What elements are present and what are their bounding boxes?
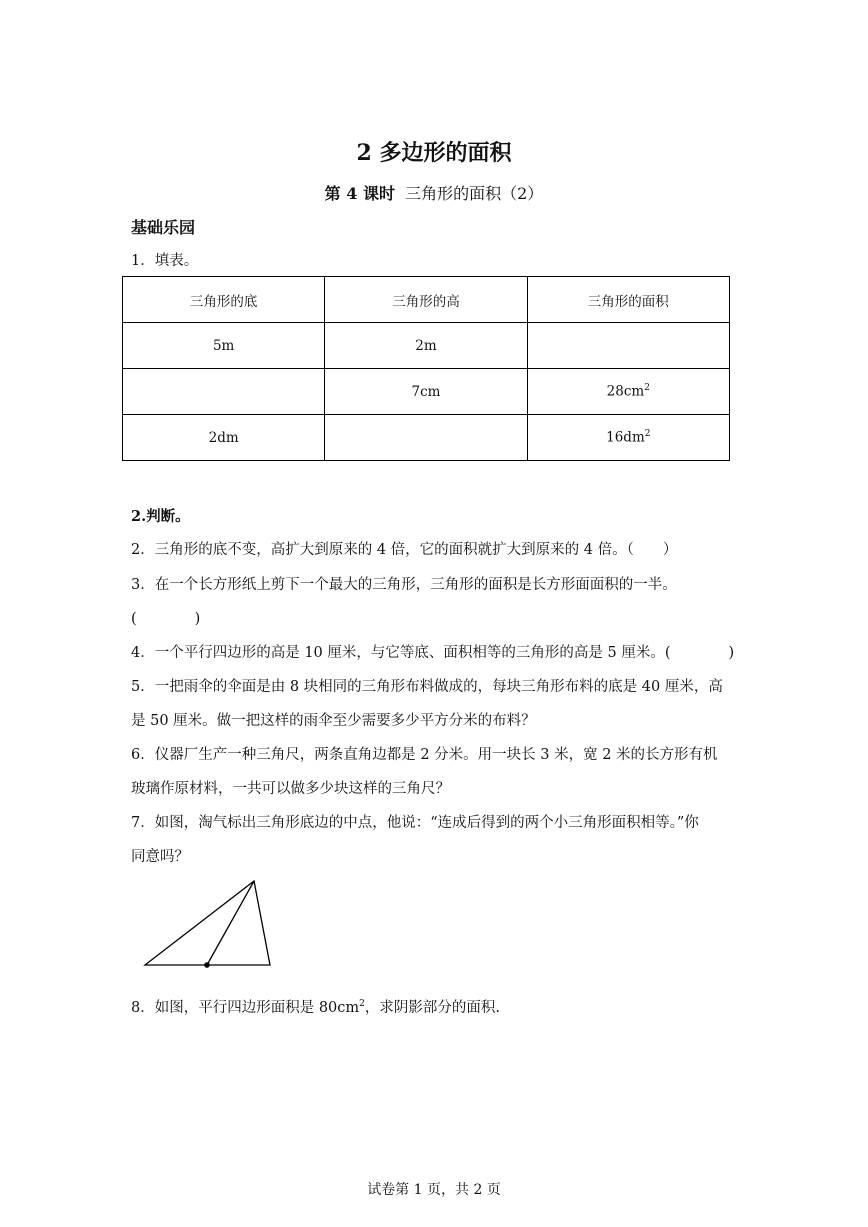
midpoint-segment xyxy=(207,881,254,965)
question-3: 3．在一个长方形纸上剪下一个最大的三角形，三角形的面积是长方形面面积的一半。 xyxy=(131,577,677,593)
header-height: 三角形的高 xyxy=(325,277,527,323)
table-row xyxy=(123,415,730,461)
cell-height[interactable] xyxy=(325,415,527,461)
question-4: 4．一个平行四边形的高是 10 厘米，与它等底、面积相等的三角形的高是 5 厘米。( ) xyxy=(131,645,735,661)
question-3-answer-blank[interactable]: ( ) xyxy=(131,611,201,627)
table-row xyxy=(123,323,730,369)
triangle-outline xyxy=(145,881,270,965)
cell-base[interactable]: 2dm xyxy=(123,415,325,461)
cell-area[interactable]: $28cm^2$ xyxy=(527,369,729,415)
cell-base[interactable]: 5m xyxy=(123,323,325,369)
judge-title: 2.判断。 xyxy=(131,508,190,525)
question-5: 5．一把雨伞的伞面是由 8 块相同的三角形布料做成的，每块三角形布料的底是 40 厘米，高 xyxy=(131,679,723,695)
table-row xyxy=(123,369,730,415)
cell-area[interactable]: $16dm^2$ xyxy=(527,415,729,461)
cell-area[interactable] xyxy=(527,323,729,369)
cell-height[interactable]: 7cm xyxy=(325,369,527,415)
section-title: 基础乐园 xyxy=(131,218,196,237)
fill-in-table xyxy=(122,276,730,461)
question-7-continued: 同意吗？ xyxy=(131,849,189,865)
question-1: 1．填表。 xyxy=(131,253,199,269)
question-6-continued: 玻璃作原材料，一共可以做多少块这样的三角尺？ xyxy=(131,781,450,797)
question-7: 7．如图，淘气标出三角形底边的中点，他说：“连成后得到的两个小三角形面积相等。”你 xyxy=(131,815,699,831)
midpoint-dot xyxy=(204,962,210,968)
triangle-figure xyxy=(138,875,278,975)
lesson-subtitle xyxy=(0,181,868,204)
question-2: 2．三角形的底不变，高扩大到原来的 4 倍，它的面积就扩大到原来的 4 倍。（ ） xyxy=(131,542,678,558)
table-header-row xyxy=(123,277,730,323)
page-footer: 试卷第 1 页，共 2 页 xyxy=(367,1182,501,1198)
page-title: 2 多边形的面积 xyxy=(356,140,512,166)
cell-base[interactable] xyxy=(123,369,325,415)
lesson-number: 第 4 课时 xyxy=(324,184,395,203)
question-5-continued: 是 50 厘米。做一把这样的雨伞至少需要多少平方分米的布料？ xyxy=(131,713,536,729)
question-8: 8．如图，平行四边形面积是 $80cm^2$，求阴影部分的面积. xyxy=(131,999,500,1016)
question-6: 6．仪器厂生产一种三角尺，两条直角边都是 2 分米。用一块长 3 米，宽 2 米的长方形有机 xyxy=(131,747,718,763)
cell-height[interactable]: 2m xyxy=(325,323,527,369)
lesson-topic: 三角形的面积（2） xyxy=(405,184,544,203)
header-area: 三角形的面积 xyxy=(527,277,729,323)
header-base: 三角形的底 xyxy=(123,277,325,323)
